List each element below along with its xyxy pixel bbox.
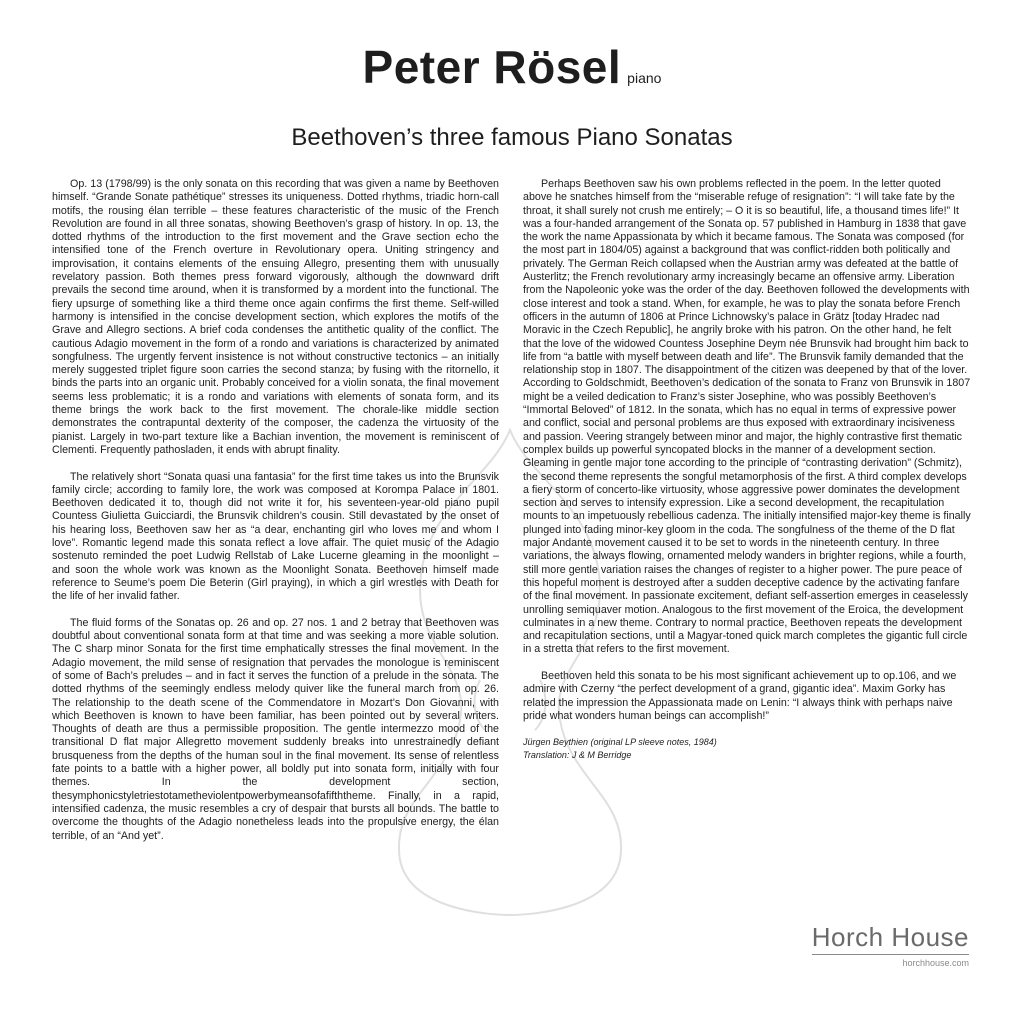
credit-author: Jürgen Beythien (original LP sleeve notes, 1984) bbox=[523, 737, 717, 748]
header bbox=[0, 40, 1024, 94]
paragraph: Beethoven held this sonata to be his most significant achievement up to op.106, and we admire with Czerny “the perfect development of a grand, gigantic idea”. Maxim Gorky has related the impression the Appassionata made on Lenin: “I always think with perhaps naive pride what wonders human beings can accomplish!” bbox=[523, 669, 957, 722]
right-column bbox=[523, 178, 971, 762]
paragraph: The fluid forms of the Sonatas op. 26 and op. 27 nos. 1 and 2 betray that Beethoven was doubtful about conventional sonata form at that time and was seeking a more viable solution. The C sharp minor Sonata for the first time emphatically stresses the final movement. In the Adagio movement, the mild sense of resignation that pervades the monologue is reminiscent of some of Bach’s preludes – and in fact it serves the function of a prelude in the sonata. The dotted rhythms of the seemingly endless melody quiver like the funeral march from op. 26. The relationship to the death scene of the Commendatore in Mozart’s Don Giovanni, with which Beethoven is known to have been familiar, has been pointed out by several writers. Thoughts of death are thus a permissible proposition. The gentle intermezzo mood of the transitional D flat major Allegretto movement suddenly breaks into unrestrainedly defiant brusqueness from the depths of the human soul in the final movement. Its sense of relentless fate points to a battle with a higher power, all boldly put into sonata form, initially with four themes. In the development section, thesymphonicstyletriestotametheviolentpowerbymeansofafifththeme. Finally, in a rapid, intensified cadenza, the music resembles a cry of despair that bursts all bounds. The battle to overcome the thoughts of the Adagio nonetheless leads into the propulsive energy, the élan terrible, of an “And yet”. bbox=[52, 616, 499, 842]
brand-url: horchhouse.com bbox=[902, 958, 969, 968]
instrument-label: piano bbox=[627, 70, 662, 86]
paragraph: Perhaps Beethoven saw his own problems reflected in the poem. In the letter quoted above he snatches himself from the “miserable refuge of resignation”: “I will take fate by the throat, it shall surely not crush me entirely; – O it is so beautiful, life, a thousand times life!” It was a four-handed arrangement of the Sonata op. 57 published in Hamburg in 1838 that gave the work the name Appassionata by which it became famous. The Sonata was composed (for the most part in 1804/05) against a background that was conflict-ridden both politically and privately. The German Reich collapsed when the Austrian army was defeated at the battle of Austerlitz; the French revolutionary army increasingly became an offensive army. Liberation from the Napoleonic yoke was the order of the day. Beethoven followed the developments with close interest and took a stand. When, for example, he was to play the sonata before French officers in the autumn of 1806 at Prince Lichnowsky’s palace in Grätz [today Hradec nad Moravic in the Czech Republic], he angrily broke with his patron. On the other hand, he felt that the love of the widowed Countess Josephine Deym née Brunsvik had brought him back to life from “a battle with myself between death and life”. The Brunsvik family demanded that the relationship stop in 1807. The disappointment of the citizen was deepened by that of the lover. According to Goldschmidt, Beethoven’s dedication of the sonata to Franz von Brunsvik in 1807 might be a veiled dedication to Franz’s sister Josephine, who was possibly Beethoven’s “Immortal Beloved” of 1812. In the sonata, which has no equal in terms of expressive power and conflict, social and personal problems are thus exposed with extraordinary incisiveness and passion. Veering strangely between minor and major, the highly contrastive first thematic complex builds up powerful syncopated blocks in the manner of a development section. Gleaming in gentle major tone according to the principle of “contrasting derivation” (Schmitz), the second theme represents the songful metamorphosis of the first. A third complex develops a fiery storm of concerto-like virtuosity, whose aggressive power dominates the development section and serves to intensify expression. Like a second development, the recapitulation mounts to an impetuously rebellious cadenza. The initially intensified major-key theme is finally plunged into fading minor-key gloom in the coda. The songfulness of the theme of the D flat major Andante movement caused it to be set to words in the nineteenth century. In three variations, the always flowing, ornamented melody wanders in brighter regions, while a fourth, still more gentle variation raises the changes of register to a higher power. The pure peace of this hopeful moment is destroyed after a sudden deceptive cadence by the activating fanfare of the final movement. In passionate excitement, defiant self-assertion emerges in ceaselessly unrolling semiquaver motion. Analogous to the first movement of the Eroica, the development culminates in a new theme. Contrary to normal practice, Beethoven repeats the development and recapitulation sections, until a Magyar-toned quick march completes the gigantic full circle in a stretta that refers to the first movement. bbox=[523, 178, 971, 656]
brand-divider bbox=[812, 954, 969, 955]
credit-translation: Translation: J & M Berridge bbox=[523, 750, 632, 761]
paragraph: Op. 13 (1798/99) is the only sonata on this recording that was given a name by Beethoven himself. “Grande Sonate pathétique” stresses its uniqueness. Dotted rhythms, triadic horn-call motifs, the rousing élan terrible – these features characteristic of the music of the French Revolution are found in all three sonatas, showing Beethoven’s grasp of history. In op. 13, the dotted rhythms of the introduction to the first movement and the Grave section echo the intensified tone of the French overture in Revolutionary opera. Uniting stringency and improvisation, it contains elements of the ensuing Allegro, presenting them with unusually revelatory passion. Both themes press forward vigorously, although the downward drift prevails the second time around, when it is transformed by a mordent into the functional. The fiery upsurge of something like a third theme once again confirms the first theme. Self-willed harmony is intensified in the concise development section, which explores the motifs of the Grave and Allegro sections. A brief coda condenses the antithetic quality of the conflict. The cautious Adagio movement in the form of a rondo and variations is characterized by animated songfulness. The urgently fervent insistence is not without constructive tectonics – an initially merely suggested triplet figure soon carries the second stanza; by fusing with the ritornello, it binds the parts into an organic unit. Probably conceived for a violin sonata, the final movement seems less problematic; it is a rondo and variations with elements of sonata form, and its theme brings the work back to the first movement. The chorale-like middle section demonstrates the contrapuntal dexterity of the composer, the cadenza the virtuosity of the pianist. Largely in two-part texture like a Bachian invention, the movement is reminiscent of Clementi. Frequently pathosladen, it ends with abrupt finality. bbox=[52, 178, 499, 456]
credits bbox=[523, 736, 971, 762]
brand-name: Horch House bbox=[811, 922, 969, 952]
paragraph: The relatively short “Sonata quasi una fantasia” for the first time takes us into the Brunsvik family circle; according to family lore, the work was composed at Korompa Palace in 1801. Beethoven dedicated it to, though did not write it for, his seventeen-year-old piano pupil Countess Giulietta Guicciardi, the Brunsvik children’s cousin. Still devastated by the onset of his hearing loss, Beethoven saw her as “a dear, enchanting girl who loves me and whom I love”. Romantic legend made this sonata reflect a love affair. The quiet music of the Adagio sostenuto reminded the poet Ludwig Rellstab of Lake Lucerne gleaming in the moonlight – and soon the whole work was known as the Moonlight Sonata. Beethoven himself made reference to Seume’s poem Die Beterin (Girl praying), in which a girl wrestles with Death for the life of her invalid father. bbox=[52, 470, 499, 603]
brand-logo bbox=[812, 922, 969, 968]
artist-name: Peter Rösel bbox=[362, 41, 622, 93]
album-title: Beethoven’s three famous Piano Sonatas bbox=[291, 124, 733, 151]
left-column bbox=[52, 178, 499, 856]
